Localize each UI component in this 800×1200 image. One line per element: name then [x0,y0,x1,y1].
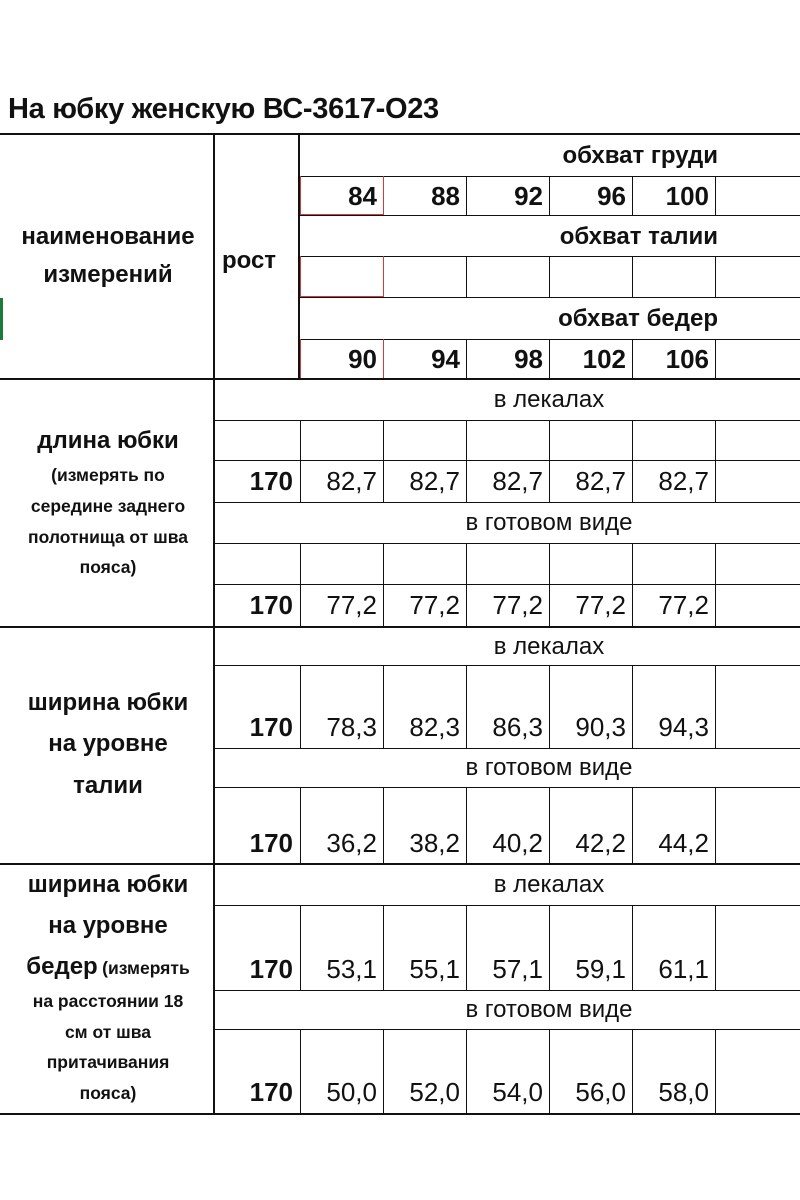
highlight-border [383,256,384,297]
waist-width-label: ширина юбки на уровне талии [27,689,189,799]
grid-line [466,256,467,297]
header-top-border [0,133,800,135]
finished-label: в готовом виде [465,508,633,536]
finished-value-cell: 58,0 [658,1076,709,1107]
height-cell: 170 [249,1076,293,1107]
chest-size-cell: 100 [665,180,709,211]
highlight-border [300,296,384,297]
height-cell: 170 [249,828,293,858]
hip-size-cell: 98 [514,343,543,374]
hip-size-cell: 90 [348,343,377,374]
grid-line [215,543,800,544]
chest-size-cell: 88 [431,180,460,211]
chest-size-cell: 84 [348,180,377,211]
hip-size-cell: 94 [431,343,460,374]
height-cell: 170 [249,465,293,496]
finished-value-cell: 56,0 [575,1076,626,1107]
pattern-value-cell: 86,3 [492,711,543,742]
table-bottom-border [0,1113,800,1115]
pattern-value-cell: 82,7 [492,465,543,496]
grid-line [300,297,800,298]
measure-name-line1: наименование [21,223,195,250]
grid-line [632,256,633,297]
grid-line [715,905,716,990]
waist-header: обхват талии [559,223,718,250]
pattern-value-cell: 94,3 [658,711,709,742]
grid-line [215,1029,800,1030]
pattern-value-cell: 82,7 [409,465,460,496]
pattern-value-cell: 53,1 [326,953,377,984]
finished-value-cell: 54,0 [492,1076,543,1107]
pattern-value-cell: 82,7 [326,465,377,496]
chest-header: обхват груди [562,142,718,169]
finished-value-cell: 77,2 [575,589,626,620]
pattern-label: в лекалах [493,386,605,413]
finished-value-cell: 77,2 [658,589,709,620]
finished-value-cell: 40,2 [492,828,543,858]
chest-size-cell: 92 [514,180,543,211]
pattern-value-cell: 82,7 [575,465,626,496]
finished-value-cell: 77,2 [409,589,460,620]
grid-line [300,256,800,257]
pattern-value-cell: 59,1 [575,953,626,984]
grid-line [715,256,716,297]
height-header: рост [221,247,277,274]
pattern-value-cell: 61,1 [658,953,709,984]
pattern-value-cell: 55,1 [409,953,460,984]
height-cell: 170 [249,953,293,984]
grid-line [715,665,716,748]
pattern-label: в лекалах [493,632,605,660]
grid-line [300,215,800,216]
grid-line [715,787,716,863]
finished-value-cell: 77,2 [492,589,543,620]
skirt-length-label: длина юбки (измерять по середине заднего полотнища от шва пояса) [28,427,188,578]
hip-size-cell: 106 [665,343,709,374]
chest-size-cell: 96 [597,180,626,211]
hip-width-label: ширина юбки на уровне бедер (измерять на расстоянии 18 см от шва притачивания пояса) [26,871,190,1104]
pattern-value-cell: 90,3 [575,711,626,742]
grid-line [549,256,550,297]
grid-line [715,176,716,215]
finished-value-cell: 42,2 [575,828,626,858]
grid-line [215,787,800,788]
height-cell: 170 [249,711,293,742]
page-title: На юбку женскую ВС-3617-О23 [8,93,439,125]
finished-label: в готовом виде [465,995,633,1023]
grid-line [715,1029,716,1113]
finished-value-cell: 36,2 [326,828,377,858]
grid-line [215,420,800,421]
finished-value-cell: 38,2 [409,828,460,858]
row-marker [0,298,3,340]
finished-value-cell: 77,2 [326,589,377,620]
finished-value-cell: 50,0 [326,1076,377,1107]
measure-name-line2: измерений [43,261,173,289]
grid-line [215,665,800,666]
pattern-label: в лекалах [493,871,605,898]
pattern-value-cell: 82,7 [658,465,709,496]
hip-size-cell: 102 [582,343,626,374]
highlight-border [300,256,301,297]
measure-name-header [4,218,212,295]
finished-value-cell: 52,0 [409,1076,460,1107]
pattern-value-cell: 78,3 [326,711,377,742]
finished-label: в готовом виде [465,753,633,781]
grid-line [215,905,800,906]
finished-value-cell: 44,2 [658,828,709,858]
height-cell: 170 [249,589,293,620]
grid-line [715,543,716,626]
pattern-value-cell: 82,3 [409,711,460,742]
grid-line [715,420,716,502]
grid-line [715,339,716,378]
pattern-value-cell: 57,1 [492,953,543,984]
hip-header: обхват бедер [558,305,718,332]
